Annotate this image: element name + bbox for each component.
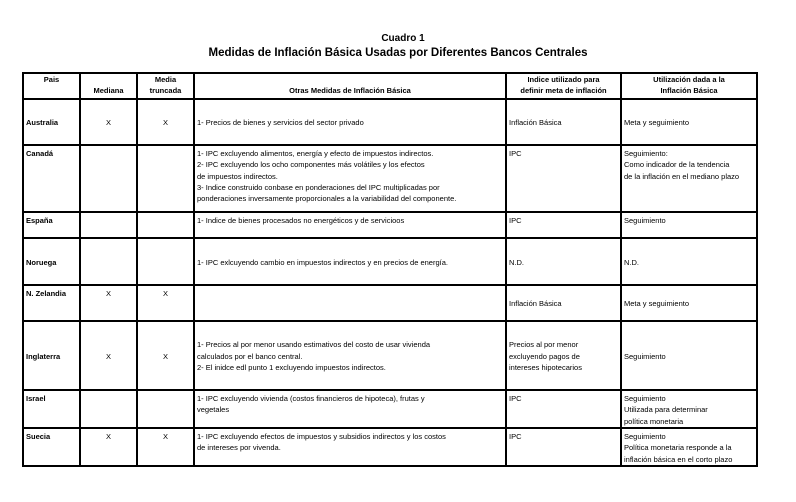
media-truncada-cell [137, 390, 194, 428]
utilizacion-cell [621, 212, 757, 238]
otras-medidas-cell [194, 238, 506, 285]
utilizacion-line: política monetaria [624, 416, 684, 426]
table-row [23, 390, 757, 428]
indice-line: IPC [509, 432, 522, 442]
mediana-cell [80, 238, 137, 285]
utilizacion-cell [621, 238, 757, 285]
utilizacion-cell [621, 428, 757, 466]
otras-medidas-cell [194, 321, 506, 390]
indice-line: Inflación Básica [509, 118, 562, 128]
utilizacion-line: Seguimiento: [624, 148, 668, 158]
utilizacion-line: inflación básica en el corto plazo [624, 454, 733, 464]
utilizacion-line: Como indicador de la tendencia [624, 160, 730, 170]
otras-medidas-cell [194, 428, 506, 466]
caption-number: Cuadro 1 [381, 33, 425, 44]
otras-line: 1- Precios de bienes y servicios del sector privado [197, 118, 364, 128]
utilizacion-line: Utilizada para determinar [624, 405, 708, 415]
indice-line: IPC [509, 148, 522, 158]
utilizacion-cell [621, 321, 757, 390]
indice-line: Inflación Básica [509, 299, 562, 309]
otras-line: ponderaciones inversamente proporcionales a la variabilidad del componente. [197, 194, 457, 204]
media-truncada-cell: X [137, 321, 194, 390]
media-truncada-cell: X [137, 285, 194, 321]
table-row [23, 285, 757, 321]
otras-line: 1- IPC exlcuyendo cambio en impuestos indirectos y en precios de energía. [197, 257, 448, 267]
otras-medidas-cell [194, 390, 506, 428]
indice-line: IPC [509, 215, 522, 225]
header-utilizacion [621, 73, 757, 99]
indice-line: Precios al por menor [509, 340, 579, 350]
otras-medidas-cell [194, 285, 506, 321]
utilizacion-cell [621, 390, 757, 428]
header-indice [506, 73, 621, 99]
country-cell: Inglaterra [23, 321, 80, 390]
utilizacion-line: Meta y seguimiento [624, 299, 690, 309]
country-cell: España [23, 212, 80, 238]
inflation-measures-table [22, 72, 758, 467]
indice-cell [506, 428, 621, 466]
country-cell: Suecia [23, 428, 80, 466]
mediana-cell: X [80, 321, 137, 390]
indice-cell [506, 212, 621, 238]
country-cell: N. Zelandia [23, 285, 80, 321]
utilizacion-line: Política monetaria responde a la [624, 443, 732, 453]
indice-cell [506, 99, 621, 145]
header-indice-line2: definir meta de inflación [520, 86, 607, 96]
utilizacion-line: Meta y seguimiento [624, 118, 690, 128]
header-otras-medidas: Otras Medidas de Inflación Básica [194, 73, 506, 99]
header-mediana: Mediana [80, 73, 137, 99]
country-cell: Australia [23, 99, 80, 145]
otras-line: 2- El inidce edl punto 1 excluyendo impuestos indirectos. [197, 363, 386, 373]
header-media-truncada [137, 73, 194, 99]
header-indice-line1: Indice utilizado para [527, 75, 600, 84]
otras-line: 1- Precios al por menor usando estimativos del costo de usar vivienda [197, 340, 431, 350]
media-truncada-cell [137, 145, 194, 212]
indice-line: IPC [509, 393, 522, 403]
header-media-truncada-line2: truncada [149, 86, 182, 96]
indice-line: excluyendo pagos de [509, 351, 580, 361]
mediana-cell [80, 390, 137, 428]
table-row [23, 145, 757, 212]
indice-line: intereses hipotecarios [509, 363, 582, 373]
otras-line: 1- IPC excluyendo alimentos, energía y efecto de impuestos indirectos. [197, 148, 434, 158]
otras-line: calculados por el banco central. [197, 351, 303, 361]
country-cell: Canadá [23, 145, 80, 212]
utilizacion-line: Seguimiento [624, 432, 666, 442]
otras-line: 1- Indice de bienes procesados no energéticos y de servicioos [197, 215, 405, 225]
indice-cell [506, 145, 621, 212]
mediana-cell [80, 145, 137, 212]
media-truncada-cell [137, 238, 194, 285]
mediana-cell [80, 212, 137, 238]
media-truncada-cell: X [137, 428, 194, 466]
indice-cell [506, 390, 621, 428]
caption-title: Medidas de Inflación Básica Usadas por Diferentes Bancos Centrales [208, 47, 588, 59]
otras-line: 3- Indice construido conbase en ponderaciones del IPC multiplicadas por [197, 183, 440, 193]
indice-cell [506, 321, 621, 390]
header-media-truncada-line1: Media [154, 75, 177, 84]
country-cell: Noruega [23, 238, 80, 285]
header-row [23, 73, 757, 99]
utilizacion-line: Seguimiento [624, 351, 666, 361]
utilizacion-line: Seguimiento [624, 393, 666, 403]
otras-line: vegetales [197, 405, 230, 415]
table-row [23, 212, 757, 238]
indice-cell [506, 285, 621, 321]
utilizacion-cell [621, 145, 757, 212]
table-body [23, 99, 757, 466]
otras-line: 2- IPC excluyendo los ocho componentes más volátiles y los efectos [197, 160, 425, 170]
table-row [23, 99, 757, 145]
table-row [23, 238, 757, 285]
indice-cell [506, 238, 621, 285]
indice-line: N.D. [509, 257, 524, 267]
utilizacion-cell [621, 99, 757, 145]
table-row [23, 321, 757, 390]
otras-line: de impuestos indirectos. [197, 171, 278, 181]
utilizacion-line: N.D. [624, 257, 639, 267]
mediana-cell: X [80, 285, 137, 321]
utilizacion-line: Seguimiento [624, 215, 666, 225]
header-pais: Pais [23, 73, 80, 99]
header-utilizacion-line1: Utilización dada a la [653, 75, 725, 84]
media-truncada-cell [137, 212, 194, 238]
otras-medidas-cell [194, 99, 506, 145]
utilizacion-cell [621, 285, 757, 321]
header-utilizacion-line2: Inflación Básica [660, 86, 718, 96]
mediana-cell: X [80, 99, 137, 145]
mediana-cell: X [80, 428, 137, 466]
media-truncada-cell: X [137, 99, 194, 145]
otras-line: 1- IPC excluyendo vivienda (costos financieros de hipoteca), frutas y [197, 393, 425, 403]
country-cell: Israel [23, 390, 80, 428]
utilizacion-line: de la inflación en el mediano plazo [624, 171, 740, 181]
otras-medidas-cell [194, 212, 506, 238]
otras-medidas-cell [194, 145, 506, 212]
otras-line: 1- IPC excluyendo efectos de impuestos y subsidios indirectos y los costos [197, 432, 446, 442]
table-caption [0, 33, 796, 60]
otras-line: de intereses por vivenda. [197, 443, 281, 453]
table-row [23, 428, 757, 466]
